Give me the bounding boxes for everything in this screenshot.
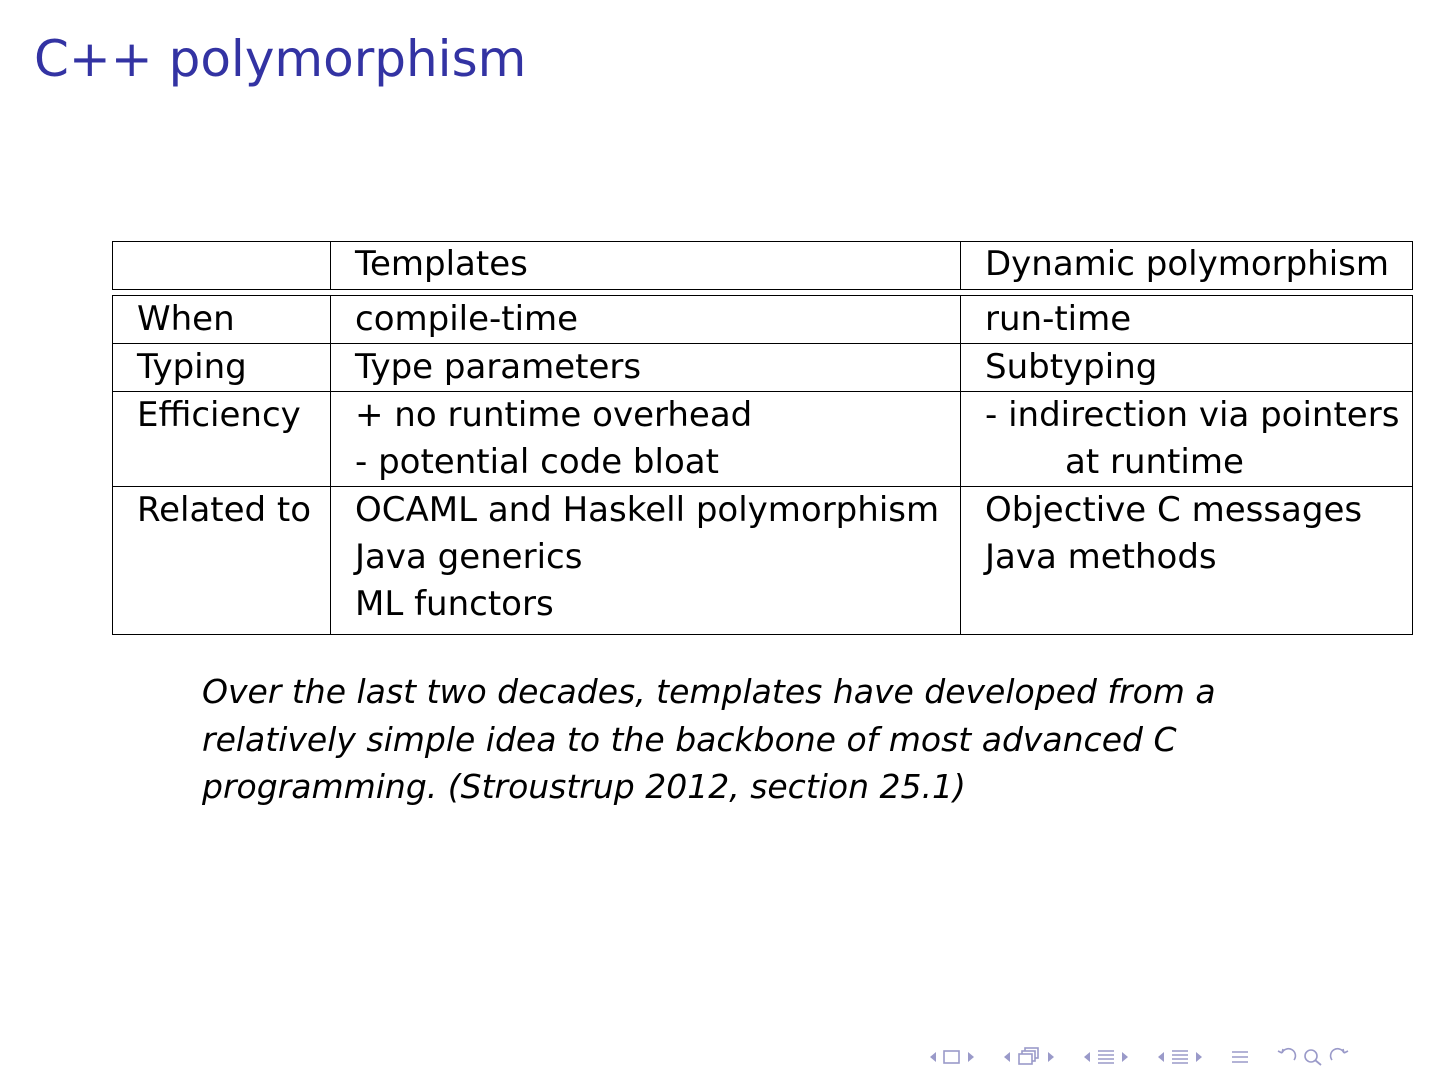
cell-dynamic-typing: Subtyping: [961, 344, 1413, 392]
table-header-row: [113, 242, 1413, 290]
nav-section-icon[interactable]: [1094, 1047, 1118, 1067]
header-empty-cell: [113, 242, 331, 290]
table-row-when: [113, 296, 1413, 344]
cell-line: Java generics: [355, 537, 583, 577]
nav-search-icon[interactable]: [1300, 1046, 1326, 1068]
header-templates: Templates: [331, 242, 961, 290]
nav-prev-section-icon[interactable]: [1080, 1047, 1094, 1067]
table-row-typing: [113, 344, 1413, 392]
nav-align-group: [1228, 1047, 1252, 1067]
nav-frame-group: [926, 1047, 978, 1067]
row-label-efficiency: Efficiency: [113, 392, 331, 487]
stroustrup-quote: [202, 668, 1262, 811]
cell-templates-efficiency: [331, 392, 961, 487]
nav-section-group: [1080, 1047, 1132, 1067]
comparison-table: [112, 241, 1413, 635]
row-label-related-to: Related to: [113, 487, 331, 635]
nav-next-frame-icon[interactable]: [964, 1047, 978, 1067]
nav-forward-icon[interactable]: [1326, 1046, 1352, 1068]
table-row-efficiency: [113, 392, 1413, 487]
cell-line: Objective C messages: [985, 490, 1363, 530]
cell-templates-related-to: [331, 487, 961, 635]
quote-line: programming. (Stroustrup 2012, section 25.1): [202, 767, 966, 806]
cell-line: - potential code bloat: [355, 442, 719, 482]
nav-subsection-group: [1000, 1045, 1058, 1069]
nav-prev-frame-icon[interactable]: [926, 1047, 940, 1067]
nav-next-document-icon[interactable]: [1192, 1047, 1206, 1067]
cell-line: at runtime: [1065, 442, 1244, 482]
cell-dynamic-related-to: [961, 487, 1413, 635]
cell-line: - indirection via pointers: [985, 395, 1400, 435]
cell-templates-when: compile-time: [331, 296, 961, 344]
row-label-when: When: [113, 296, 331, 344]
nav-search-group: [1274, 1046, 1352, 1068]
slide-title: C++ polymorphism: [34, 30, 527, 88]
nav-subsection-icon[interactable]: [1014, 1045, 1044, 1069]
nav-prev-document-icon[interactable]: [1154, 1047, 1168, 1067]
nav-document-icon[interactable]: [1168, 1047, 1192, 1067]
beamer-navigation-bar: [926, 1044, 1352, 1070]
cell-line: Java methods: [985, 537, 1217, 577]
header-dynamic-polymorphism: Dynamic polymorphism: [961, 242, 1413, 290]
table-row-related-to: [113, 487, 1413, 635]
cell-line: OCAML and Haskell polymorphism: [355, 490, 940, 530]
cell-dynamic-when: run-time: [961, 296, 1413, 344]
cell-dynamic-efficiency: [961, 392, 1413, 487]
nav-frame-icon[interactable]: [940, 1047, 964, 1067]
cell-line: ML functors: [355, 584, 554, 624]
cell-line: + no runtime overhead: [355, 395, 753, 435]
quote-line: Over the last two decades, templates have developed from a: [202, 672, 1216, 711]
nav-align-icon[interactable]: [1228, 1047, 1252, 1067]
nav-next-section-icon[interactable]: [1118, 1047, 1132, 1067]
nav-prev-subsection-icon[interactable]: [1000, 1047, 1014, 1067]
nav-next-subsection-icon[interactable]: [1044, 1047, 1058, 1067]
row-label-typing: Typing: [113, 344, 331, 392]
nav-back-icon[interactable]: [1274, 1046, 1300, 1068]
nav-document-group: [1154, 1047, 1206, 1067]
cell-templates-typing: Type parameters: [331, 344, 961, 392]
quote-line: relatively simple idea to the backbone of most advanced C: [202, 719, 1177, 759]
